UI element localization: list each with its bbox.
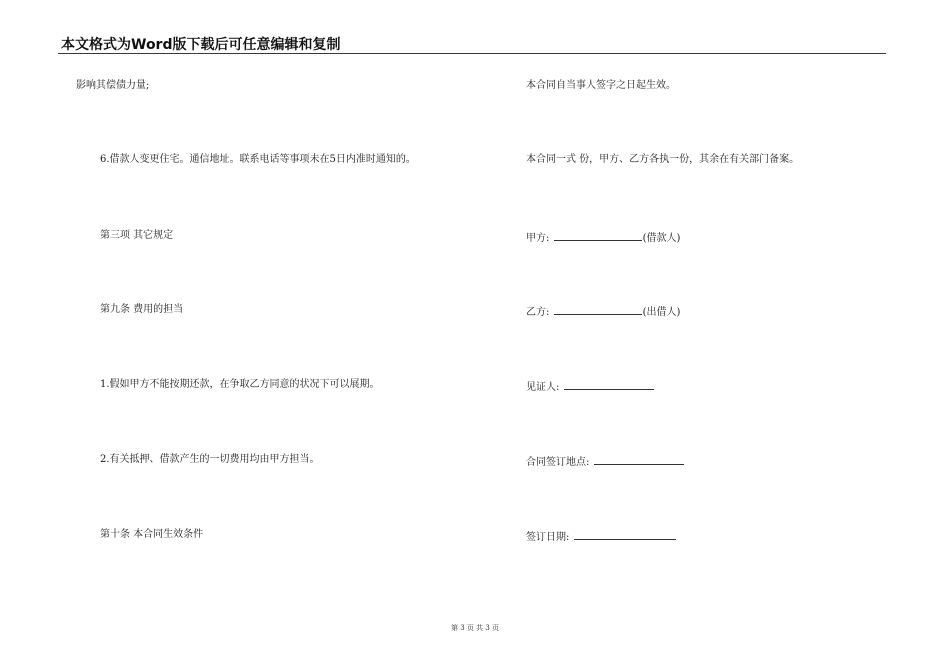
party-b-label: 乙方: [526,307,550,318]
signing-place-label: 合同签订地点: [526,457,590,468]
article-ten-heading: 第十条 本合同生效条件 [100,529,204,540]
party-b-role: (出借人) [642,307,681,318]
signing-date-blank[interactable] [574,528,676,540]
party-a-role: (借款人) [642,233,681,244]
party-a-line [526,229,680,246]
document-header-title: 本文格式为Word版下载后可任意编辑和复制 [61,37,341,53]
page-number-footer: 第 3 页 共 3 页 [450,624,500,632]
section-heading-third-item: 第三项 其它规定 [100,230,174,241]
left-line-5: 1.假如甲方不能按期还款，在争取乙方同意的状况下可以展期。 [100,379,380,390]
copies-clause: 本合同一式 份，甲方、乙方各执一份，其余在有关部门备案。 [526,154,800,165]
witness-signature-blank[interactable] [564,378,654,390]
witness-line [526,378,655,395]
signing-date-label: 签订日期: [526,532,570,543]
header-divider [58,53,886,54]
left-line-2: 6.借款人变更住宅。通信地址。联系电话等事项未在5日内准时通知的。 [100,154,416,165]
party-a-label: 甲方: [526,233,550,244]
article-nine-heading: 第九条 费用的担当 [100,304,184,315]
party-b-signature-blank[interactable] [554,303,642,315]
left-line-6: 2.有关抵押、借款产生的一切费用均由甲方担当。 [100,454,320,465]
left-line-1: 影响其偿债力量; [76,80,150,91]
signing-place-line [526,453,685,470]
party-a-signature-blank[interactable] [554,229,642,241]
party-b-line [526,303,680,320]
effective-clause: 本合同自当事人签字之日起生效。 [526,80,676,91]
signing-place-blank[interactable] [594,453,684,465]
witness-label: 见证人: [526,382,560,393]
signing-date-line [526,528,677,545]
